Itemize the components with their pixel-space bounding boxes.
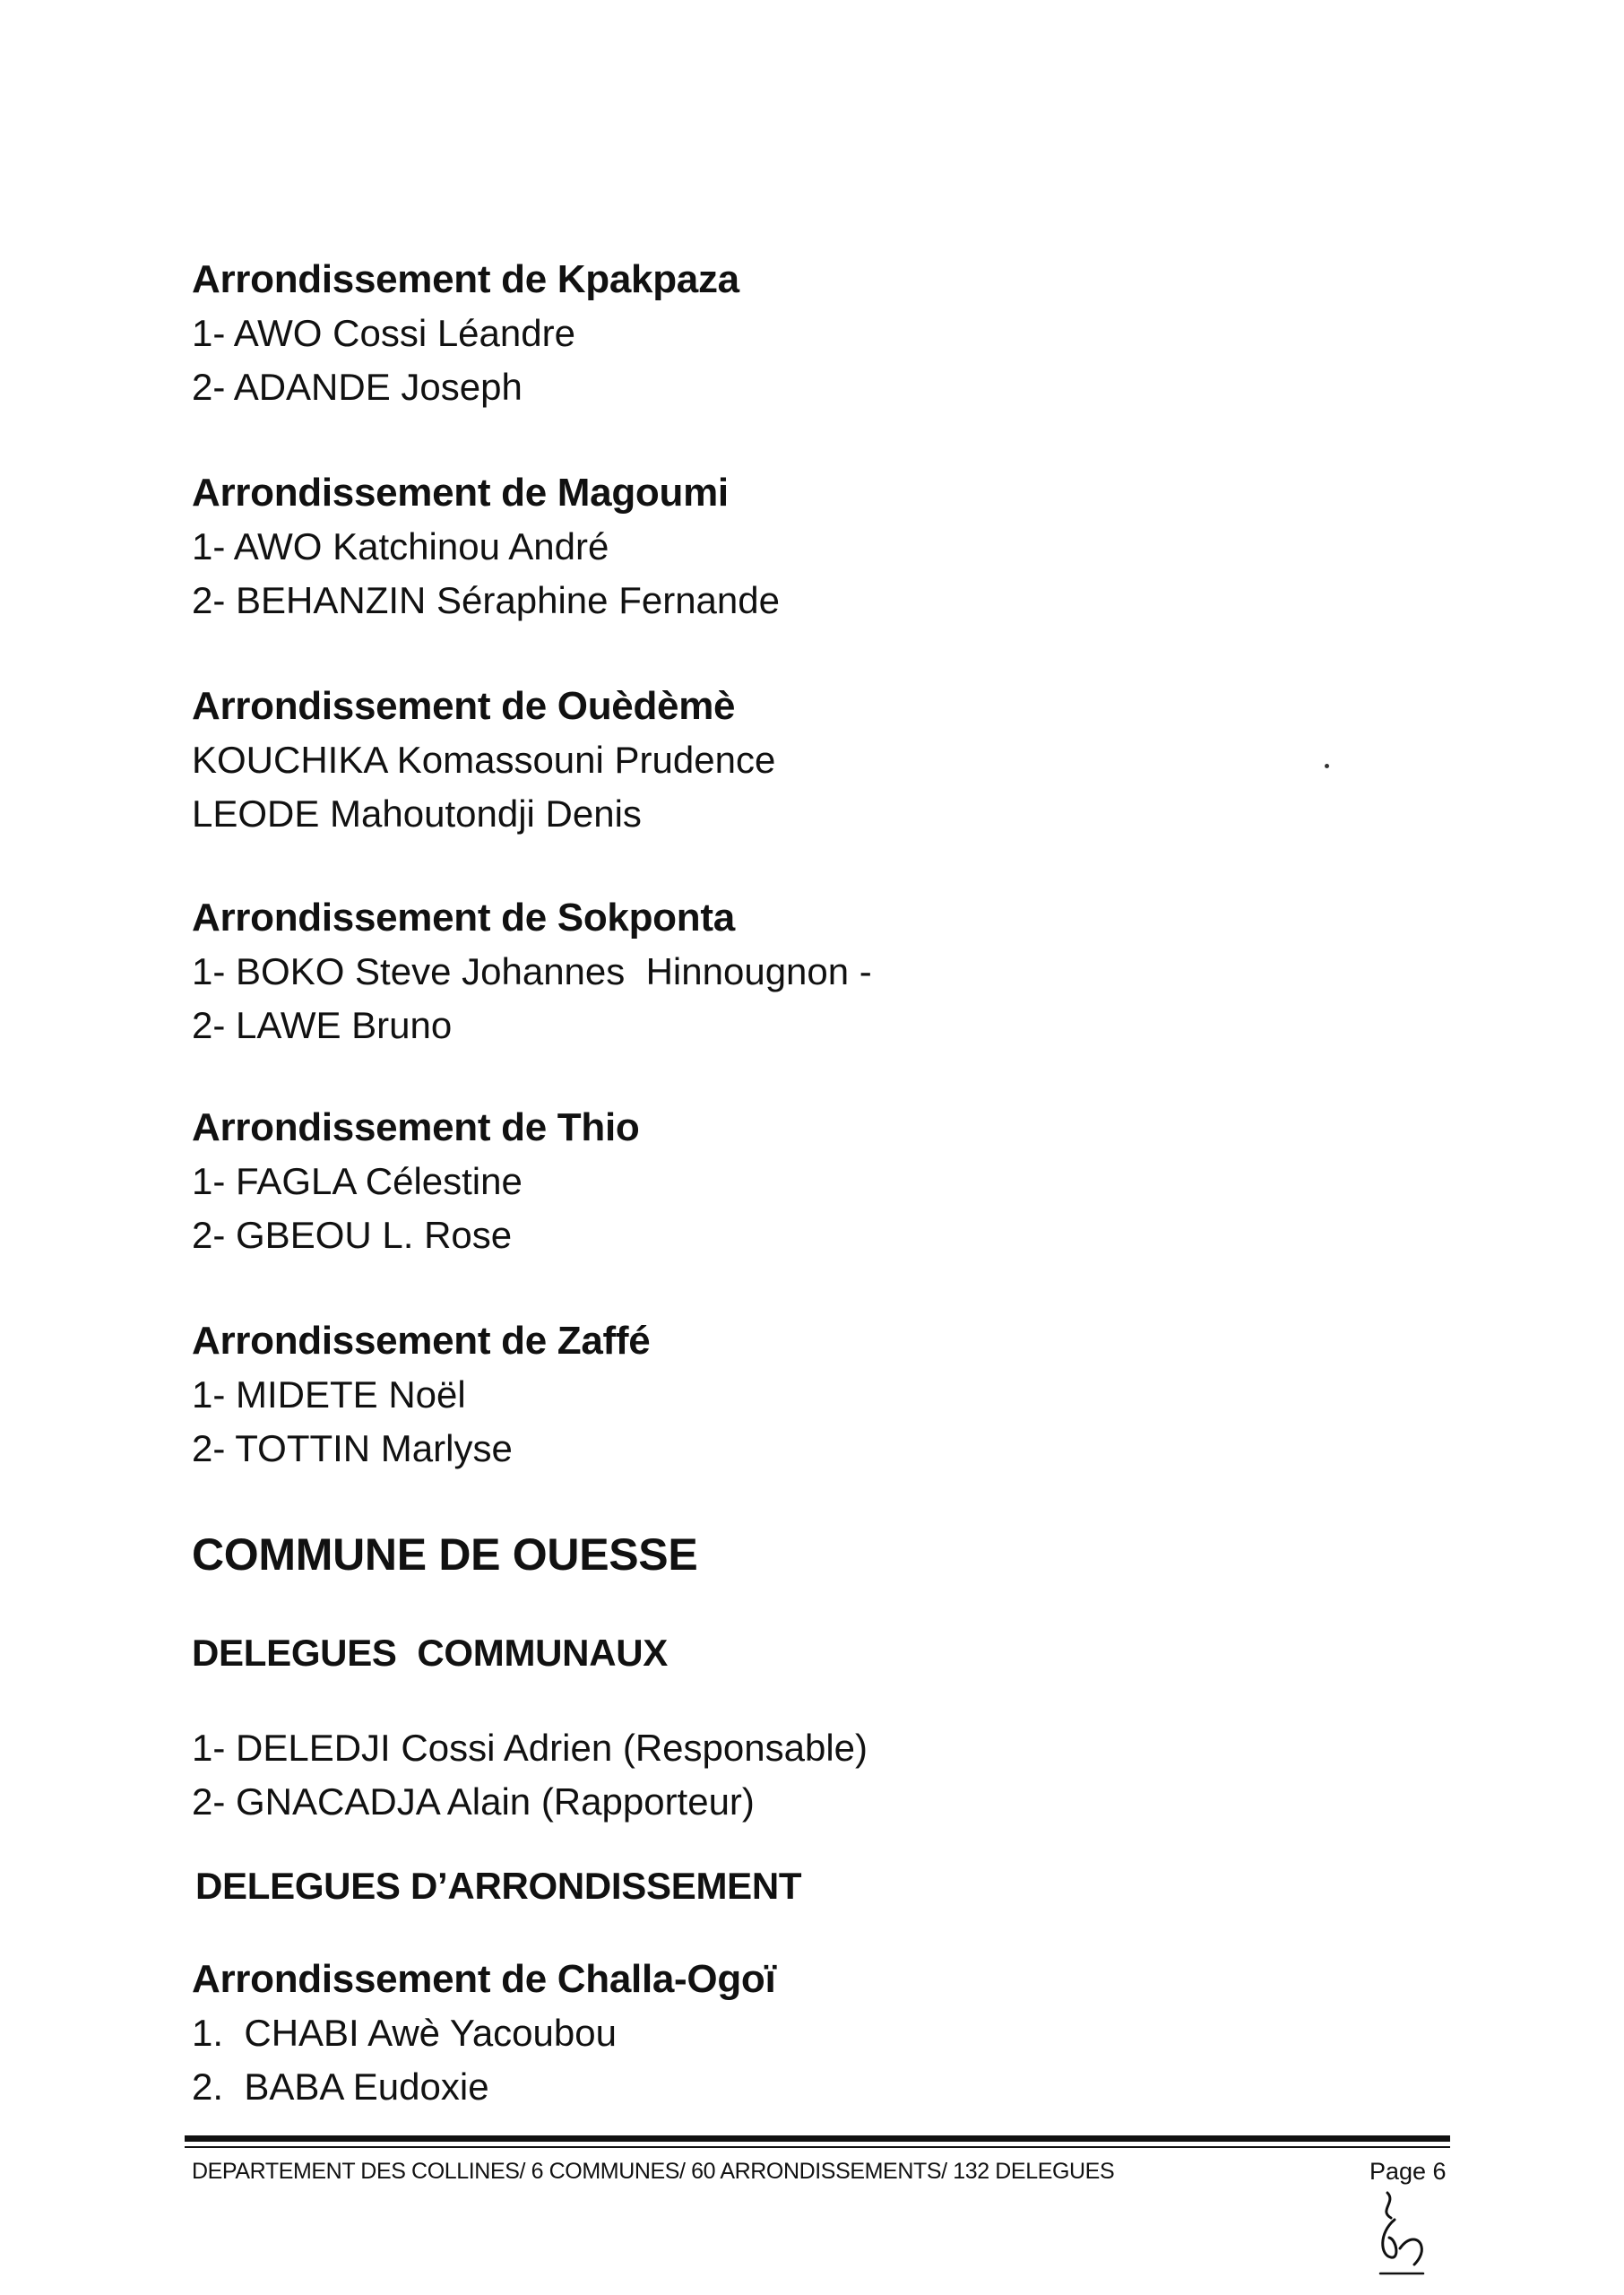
delegues-arrondissement-heading: DELEGUES D’ARRONDISSEMENT: [195, 1865, 802, 1907]
section-challa-ogoi: [192, 1953, 1447, 2114]
delegues-communaux-list: [192, 1721, 1447, 1829]
section-ouedeme: [192, 680, 1447, 841]
list-item: 1- BOKO Steve Johannes Hinnougnon -: [192, 950, 872, 992]
list-item: 1- MIDETE Noël: [192, 1373, 466, 1416]
section-heading: Arrondissement de Kpakpaza: [192, 257, 739, 301]
list-item: 1- AWO Cossi Léandre: [192, 312, 575, 354]
section-heading: Arrondissement de Zaffé: [192, 1319, 651, 1363]
list-item: 2- TOTTIN Marlyse: [192, 1427, 513, 1469]
list-item: 1. CHABI Awè Yacoubou: [192, 2012, 617, 2054]
page-number: Page 6: [1369, 2158, 1447, 2185]
list-item: 1- DELEDJI Cossi Adrien (Responsable): [192, 1727, 868, 1769]
stray-dot: [1325, 764, 1329, 768]
list-item: 2- GNACADJA Alain (Rapporteur): [192, 1780, 755, 1823]
section-thio: [192, 1101, 1447, 1262]
section-heading: Arrondissement de Sokponta: [192, 896, 735, 940]
section-heading: Arrondissement de Magoumi: [192, 471, 729, 515]
list-item: 2- GBEOU L. Rose: [192, 1214, 513, 1256]
list-item: 2- BEHANZIN Séraphine Fernande: [192, 579, 780, 621]
section-heading: Arrondissement de Ouèdèmè: [192, 684, 736, 728]
delegues-communaux-heading: DELEGUES COMMUNAUX: [192, 1632, 668, 1674]
footer-rule-thick: [185, 2135, 1450, 2142]
section-zaffe: [192, 1314, 1447, 1476]
list-item: 2. BABA Eudoxie: [192, 2066, 489, 2108]
list-item: 2- ADANDE Joseph: [192, 366, 523, 408]
footer-rule-thin: [185, 2146, 1450, 2148]
list-item: LEODE Mahoutondji Denis: [192, 792, 642, 835]
section-kpakpaza: [192, 253, 1447, 414]
signature-icon: [1361, 2184, 1441, 2282]
section-sokponta: [192, 891, 1447, 1052]
list-item: 1- AWO Katchinou André: [192, 525, 609, 567]
list-item: 2- LAWE Bruno: [192, 1004, 453, 1046]
section-magoumi: [192, 466, 1447, 628]
list-item: KOUCHIKA Komassouni Prudence: [192, 739, 776, 781]
section-heading: Arrondissement de Thio: [192, 1105, 640, 1149]
footer-text: DEPARTEMENT DES COLLINES/ 6 COMMUNES/ 60 ARRONDISSEMENTS/ 132 DELEGUES: [192, 2159, 1115, 2184]
section-heading: Arrondissement de Challa-Ogoï: [192, 1957, 776, 2001]
list-item: 1- FAGLA Célestine: [192, 1160, 523, 1202]
commune-title: COMMUNE DE OUESSE: [192, 1529, 698, 1580]
